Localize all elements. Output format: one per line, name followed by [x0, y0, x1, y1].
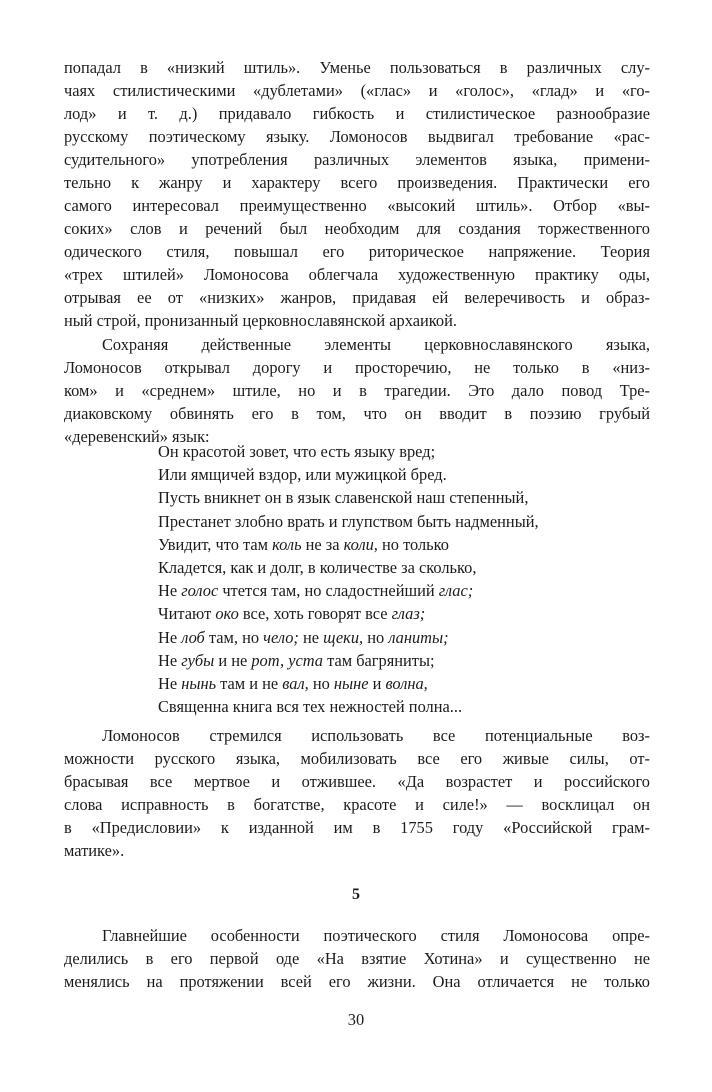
- text-line: лод» и т. д.) придавало гибкость и стилистическое разнообразие: [64, 104, 650, 123]
- verse-line: [158, 556, 578, 579]
- text-line: можности русского языка, мобилизовать все его живые силы, от-: [64, 749, 650, 768]
- verse-line: [158, 695, 578, 718]
- text-line: Ломоносов стремился использовать все потенциальные воз-: [102, 726, 650, 745]
- text-line: ный строй, пронизанный церковнославянской архаикой.: [64, 311, 457, 330]
- verse-line: [158, 440, 578, 463]
- verse-italic-word: щеки,: [323, 627, 364, 647]
- verse-line: [158, 533, 578, 556]
- text-line: самого интересовал преимущественно «высокий штиль». Отбор «вы-: [64, 196, 650, 215]
- verse-italic-word: коли,: [343, 534, 378, 554]
- paragraph-2: [64, 333, 650, 448]
- verse-text: Кладется, как и долг, в количестве за сколько,: [158, 557, 477, 577]
- text-line: чаях стилистическими «дублетами» («глас» и «голос», «глад» и «го-: [64, 81, 650, 100]
- text-line: в «Предисловии» к изданной им в 1755 году «Российской грам-: [64, 818, 650, 837]
- verse-italic-word: вал,: [282, 673, 309, 693]
- verse-text: там и не: [216, 673, 283, 693]
- text-line: соких» слов и речений был необходим для создания торжественного: [64, 219, 650, 238]
- text-line: «трех штилей» Ломоносова облегчала художественную практику оды,: [64, 265, 650, 284]
- verse-italic-word: голос: [181, 581, 219, 601]
- text-line: матике».: [64, 841, 125, 860]
- verse-line: [158, 463, 578, 486]
- verse-line: [158, 486, 578, 509]
- section-number: 5: [352, 886, 360, 903]
- verse-text: Или ямщичей вздор, или мужицкой бред.: [158, 465, 447, 485]
- text-line: делились в его первой оде «На взятие Хотина» и существенно не: [64, 949, 650, 968]
- verse-italic-word: рот, уста: [251, 650, 323, 670]
- verse-italic-word: глас;: [438, 581, 474, 601]
- verse-line: [158, 649, 578, 672]
- verse-italic-word: коль: [272, 534, 302, 554]
- verse-line: [158, 579, 578, 602]
- verse-italic-word: око: [215, 604, 239, 624]
- verse-italic-word: чело;: [263, 627, 299, 647]
- verse-text: Не: [158, 673, 182, 693]
- verse-line: [158, 602, 578, 625]
- verse-text: Священна книга вся тех нежностей полна...: [158, 697, 463, 717]
- verse-line: [158, 626, 578, 649]
- verse-text: Пусть вникнет он в язык славенской наш степенный,: [158, 488, 529, 508]
- paragraph-1: [64, 56, 650, 332]
- verse-quote: [158, 440, 578, 718]
- verse-italic-word: ныне: [333, 673, 369, 693]
- text-line: отрывая ее от «низких» жанров, придавая ей велеречивость и образ-: [64, 288, 650, 307]
- page-number: 30: [347, 1010, 365, 1029]
- verse-text: Не: [158, 650, 182, 670]
- verse-text: и: [368, 673, 386, 693]
- verse-italic-word: лоб: [181, 627, 205, 647]
- text-line: тельно к жанру и характеру всего произведения. Практически его: [64, 173, 650, 192]
- text-line: одического стиля, повышал его риторическое напряжение. Теория: [64, 242, 650, 261]
- verse-text: Престанет злобно врать и глупством быть надменный,: [158, 511, 539, 531]
- verse-text: Не: [158, 581, 182, 601]
- verse-text: и не: [214, 650, 252, 670]
- verse-italic-word: глаз;: [391, 604, 426, 624]
- verse-text: там багряниты;: [322, 650, 435, 670]
- verse-italic-word: губы: [181, 650, 215, 670]
- verse-text: Увидит, что там: [158, 534, 273, 554]
- verse-text: не: [298, 627, 324, 647]
- text-line: судительного» употребления различных элементов языка, примени-: [64, 150, 650, 169]
- verse-text: но: [308, 673, 334, 693]
- text-line: менялись на протяжении всей его жизни. Она отличается не только: [64, 972, 650, 991]
- verse-text: все, хоть говорят все: [238, 604, 392, 624]
- text-line: русскому поэтическому языку. Ломоносов выдвигал требование «рас-: [64, 127, 650, 146]
- verse-text: там, но: [204, 627, 264, 647]
- text-line: попадал в «низкий штиль». Уменье пользоваться в различных слу-: [64, 58, 650, 77]
- text-line: ком» и «среднем» штиле, но и в трагедии. Это дало повод Тре-: [64, 381, 650, 400]
- verse-text: Читают: [158, 604, 216, 624]
- verse-italic-word: ланиты;: [388, 627, 449, 647]
- verse-text: не за: [301, 534, 344, 554]
- text-line: брасывая все мертвое и отжившее. «Да возрастет и российского: [64, 772, 650, 791]
- text-line: Сохраняя действенные элементы церковнославянского языка,: [102, 335, 650, 354]
- verse-italic-word: нынь: [181, 673, 217, 693]
- verse-text: Не: [158, 627, 182, 647]
- paragraph-3: [64, 724, 650, 862]
- text-line: Главнейшие особенности поэтического стиля Ломоносова опре-: [102, 926, 650, 945]
- text-line: диаковскому обвинять его в том, что он вводит в поэзию грубый: [64, 404, 650, 423]
- verse-text: Он красотой зовет, что есть языку вред;: [158, 442, 436, 461]
- verse-line: [158, 672, 578, 695]
- paragraph-4: [64, 924, 650, 993]
- verse-text: но только: [377, 534, 449, 554]
- verse-text: но: [363, 627, 389, 647]
- verse-text: чтется там, но сладостнейший: [218, 581, 439, 601]
- text-line: Ломоносов открывал дорогу и просторечию, не только в «низ-: [64, 358, 650, 377]
- text-line: слова исправность в богатстве, красоте и силе!» — восклицал он: [64, 795, 650, 814]
- text-line: «деревенский» язык:: [64, 427, 210, 446]
- verse-line: [158, 510, 578, 533]
- verse-italic-word: волна,: [385, 673, 428, 693]
